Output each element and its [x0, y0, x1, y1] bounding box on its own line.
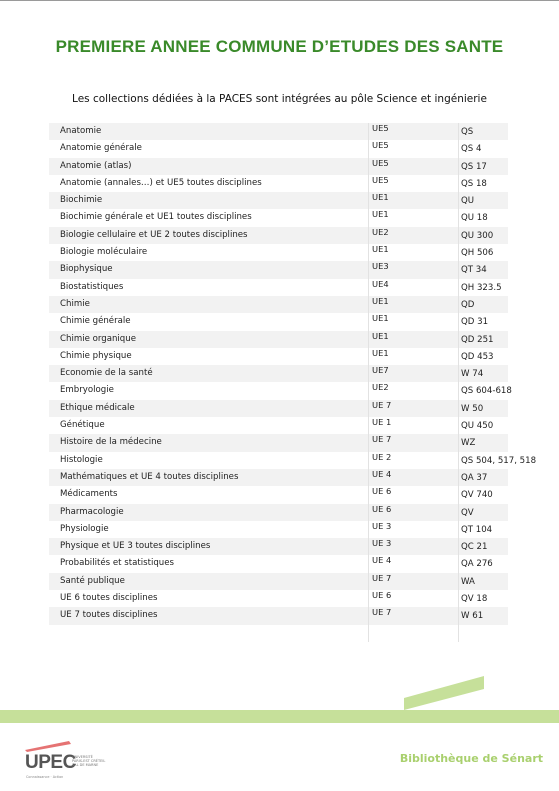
- subject-cell: Embryologie: [49, 382, 369, 399]
- call-number-cell: QV 740: [459, 486, 509, 503]
- table-row: [49, 261, 508, 278]
- subject-cell: Ethique médicale: [49, 400, 369, 417]
- ue-cell: UE1: [369, 244, 459, 261]
- ue-cell: UE5: [369, 140, 459, 157]
- collections-table-body: [49, 123, 537, 642]
- call-number-cell: QU: [459, 192, 509, 209]
- subject-cell: UE 7 toutes disciplines: [49, 607, 369, 624]
- table-row: [49, 504, 508, 521]
- decorative-green-wedge: [404, 676, 484, 710]
- table-row-empty: [49, 625, 508, 642]
- ue-cell: UE1: [369, 209, 459, 226]
- call-number-cell: QU 300: [459, 227, 509, 244]
- ue-cell: UE 7: [369, 400, 459, 417]
- subject-cell: Génétique: [49, 417, 369, 434]
- call-number-cell: QH 323.5: [459, 279, 509, 296]
- subject-cell: Biostatistiques: [49, 279, 369, 296]
- subject-cell: UE 6 toutes disciplines: [49, 590, 369, 607]
- subject-cell: Chimie générale: [49, 313, 369, 330]
- empty-cell: [369, 625, 459, 642]
- ue-cell: UE1: [369, 192, 459, 209]
- subject-cell: Biologie moléculaire: [49, 244, 369, 261]
- subject-cell: Physiologie: [49, 521, 369, 538]
- subject-cell: Chimie organique: [49, 331, 369, 348]
- subject-cell: Anatomie: [49, 123, 369, 140]
- table-row: [49, 555, 508, 572]
- call-number-cell: QS 18: [459, 175, 509, 192]
- table-row: [49, 227, 508, 244]
- table-row: [49, 296, 508, 313]
- ue-cell: UE1: [369, 296, 459, 313]
- ue-cell: UE1: [369, 348, 459, 365]
- table-row: [49, 158, 508, 175]
- ue-cell: UE2: [369, 382, 459, 399]
- subject-cell: Physique et UE 3 toutes disciplines: [49, 538, 369, 555]
- table-row: [49, 417, 508, 434]
- subject-cell: Economie de la santé: [49, 365, 369, 382]
- subject-cell: Biophysique: [49, 261, 369, 278]
- table-row: [49, 607, 508, 624]
- call-number-cell: QU 18: [459, 209, 509, 226]
- subject-cell: Biochimie générale et UE1 toutes disciplines: [49, 209, 369, 226]
- subject-cell: Biologie cellulaire et UE 2 toutes disciplines: [49, 227, 369, 244]
- call-number-cell: QD: [459, 296, 509, 313]
- ue-cell: UE4: [369, 279, 459, 296]
- ue-cell: UE 7: [369, 434, 459, 451]
- table-row: [49, 365, 508, 382]
- library-name: Bibliothèque de Sénart: [399, 752, 543, 765]
- subject-cell: Biochimie: [49, 192, 369, 209]
- subject-cell: Chimie physique: [49, 348, 369, 365]
- subject-cell: Anatomie (annales…) et UE5 toutes disciplines: [49, 175, 369, 192]
- call-number-cell: QT 104: [459, 521, 509, 538]
- subject-cell: Anatomie générale: [49, 140, 369, 157]
- call-number-cell: W 50: [459, 400, 509, 417]
- ue-cell: UE 7: [369, 607, 459, 624]
- table-row: [49, 452, 508, 469]
- table-row: [49, 192, 508, 209]
- table-row: [49, 348, 508, 365]
- subject-cell: Mathématiques et UE 4 toutes disciplines: [49, 469, 369, 486]
- call-number-cell: QS: [459, 123, 509, 140]
- subject-cell: Histoire de la médecine: [49, 434, 369, 451]
- ue-cell: UE 4: [369, 555, 459, 572]
- table-row: [49, 279, 508, 296]
- table-row: [49, 175, 508, 192]
- ue-cell: UE1: [369, 331, 459, 348]
- table-row: [49, 434, 508, 451]
- table-row: [49, 486, 508, 503]
- call-number-cell: WA: [459, 573, 509, 590]
- call-number-cell: QA 37: [459, 469, 509, 486]
- table-row: [49, 400, 508, 417]
- ue-cell: UE 4: [369, 469, 459, 486]
- call-number-cell: QS 4: [459, 140, 509, 157]
- ue-cell: UE7: [369, 365, 459, 382]
- call-number-cell: QD 453: [459, 348, 509, 365]
- ue-cell: UE3: [369, 261, 459, 278]
- table-row: [49, 469, 508, 486]
- ue-cell: UE 2: [369, 452, 459, 469]
- ue-cell: UE 3: [369, 521, 459, 538]
- subject-cell: Chimie: [49, 296, 369, 313]
- subject-cell: Probabilités et statistiques: [49, 555, 369, 572]
- call-number-cell: QD 251: [459, 331, 509, 348]
- call-number-cell: QV: [459, 504, 509, 521]
- call-number-cell: QS 604-618: [459, 382, 509, 399]
- call-number-cell: W 74: [459, 365, 509, 382]
- call-number-cell: QS 17: [459, 158, 509, 175]
- ue-cell: UE5: [369, 175, 459, 192]
- call-number-cell: W 61: [459, 607, 509, 624]
- subject-cell: Santé publique: [49, 573, 369, 590]
- table-row: [49, 382, 508, 399]
- table-row: [49, 123, 508, 140]
- decorative-green-band: [0, 710, 559, 723]
- call-number-cell: QD 31: [459, 313, 509, 330]
- call-number-cell: QA 276: [459, 555, 509, 572]
- ue-cell: UE 7: [369, 573, 459, 590]
- call-number-cell: WZ: [459, 434, 509, 451]
- ue-cell: UE5: [369, 158, 459, 175]
- table-row: [49, 521, 508, 538]
- logo-tagline: Connaissance · Action: [26, 775, 64, 779]
- call-number-cell: QH 506: [459, 244, 509, 261]
- table-row: [49, 209, 508, 226]
- ue-cell: UE 6: [369, 504, 459, 521]
- ue-cell: UE 3: [369, 538, 459, 555]
- page-title: PREMIERE ANNEE COMMUNE D’ETUDES DES SANTE: [55, 37, 504, 56]
- call-number-cell: QS 504, 517, 518: [459, 452, 509, 469]
- empty-cell: [459, 625, 509, 642]
- logo-wordmark: UPEC: [25, 752, 76, 773]
- empty-cell: [49, 625, 369, 642]
- logo-red-mark: [25, 740, 71, 752]
- ue-cell: UE 6: [369, 486, 459, 503]
- collections-table: [49, 123, 537, 642]
- subject-cell: Histologie: [49, 452, 369, 469]
- top-border-line: [0, 0, 559, 1]
- call-number-cell: QT 34: [459, 261, 509, 278]
- ue-cell: UE 1: [369, 417, 459, 434]
- table-row: [49, 538, 508, 555]
- ue-cell: UE 6: [369, 590, 459, 607]
- table-row: [49, 590, 508, 607]
- logo-university-text: UNIVERSITÉ PARIS-EST CRÉTEIL VAL DE MARNE: [72, 755, 106, 768]
- call-number-cell: QC 21: [459, 538, 509, 555]
- ue-cell: UE1: [369, 313, 459, 330]
- call-number-cell: QV 18: [459, 590, 509, 607]
- subject-cell: Médicaments: [49, 486, 369, 503]
- subject-cell: Pharmacologie: [49, 504, 369, 521]
- table-row: [49, 331, 508, 348]
- table-row: [49, 140, 508, 157]
- subject-cell: Anatomie (atlas): [49, 158, 369, 175]
- table-row: [49, 244, 508, 261]
- table-row: [49, 313, 508, 330]
- ue-cell: UE5: [369, 123, 459, 140]
- call-number-cell: QU 450: [459, 417, 509, 434]
- upec-logo: [25, 738, 115, 784]
- page-subtitle: Les collections dédiées à la PACES sont intégrées au pôle Science et ingénierie: [72, 93, 487, 105]
- table-row: [49, 573, 508, 590]
- ue-cell: UE2: [369, 227, 459, 244]
